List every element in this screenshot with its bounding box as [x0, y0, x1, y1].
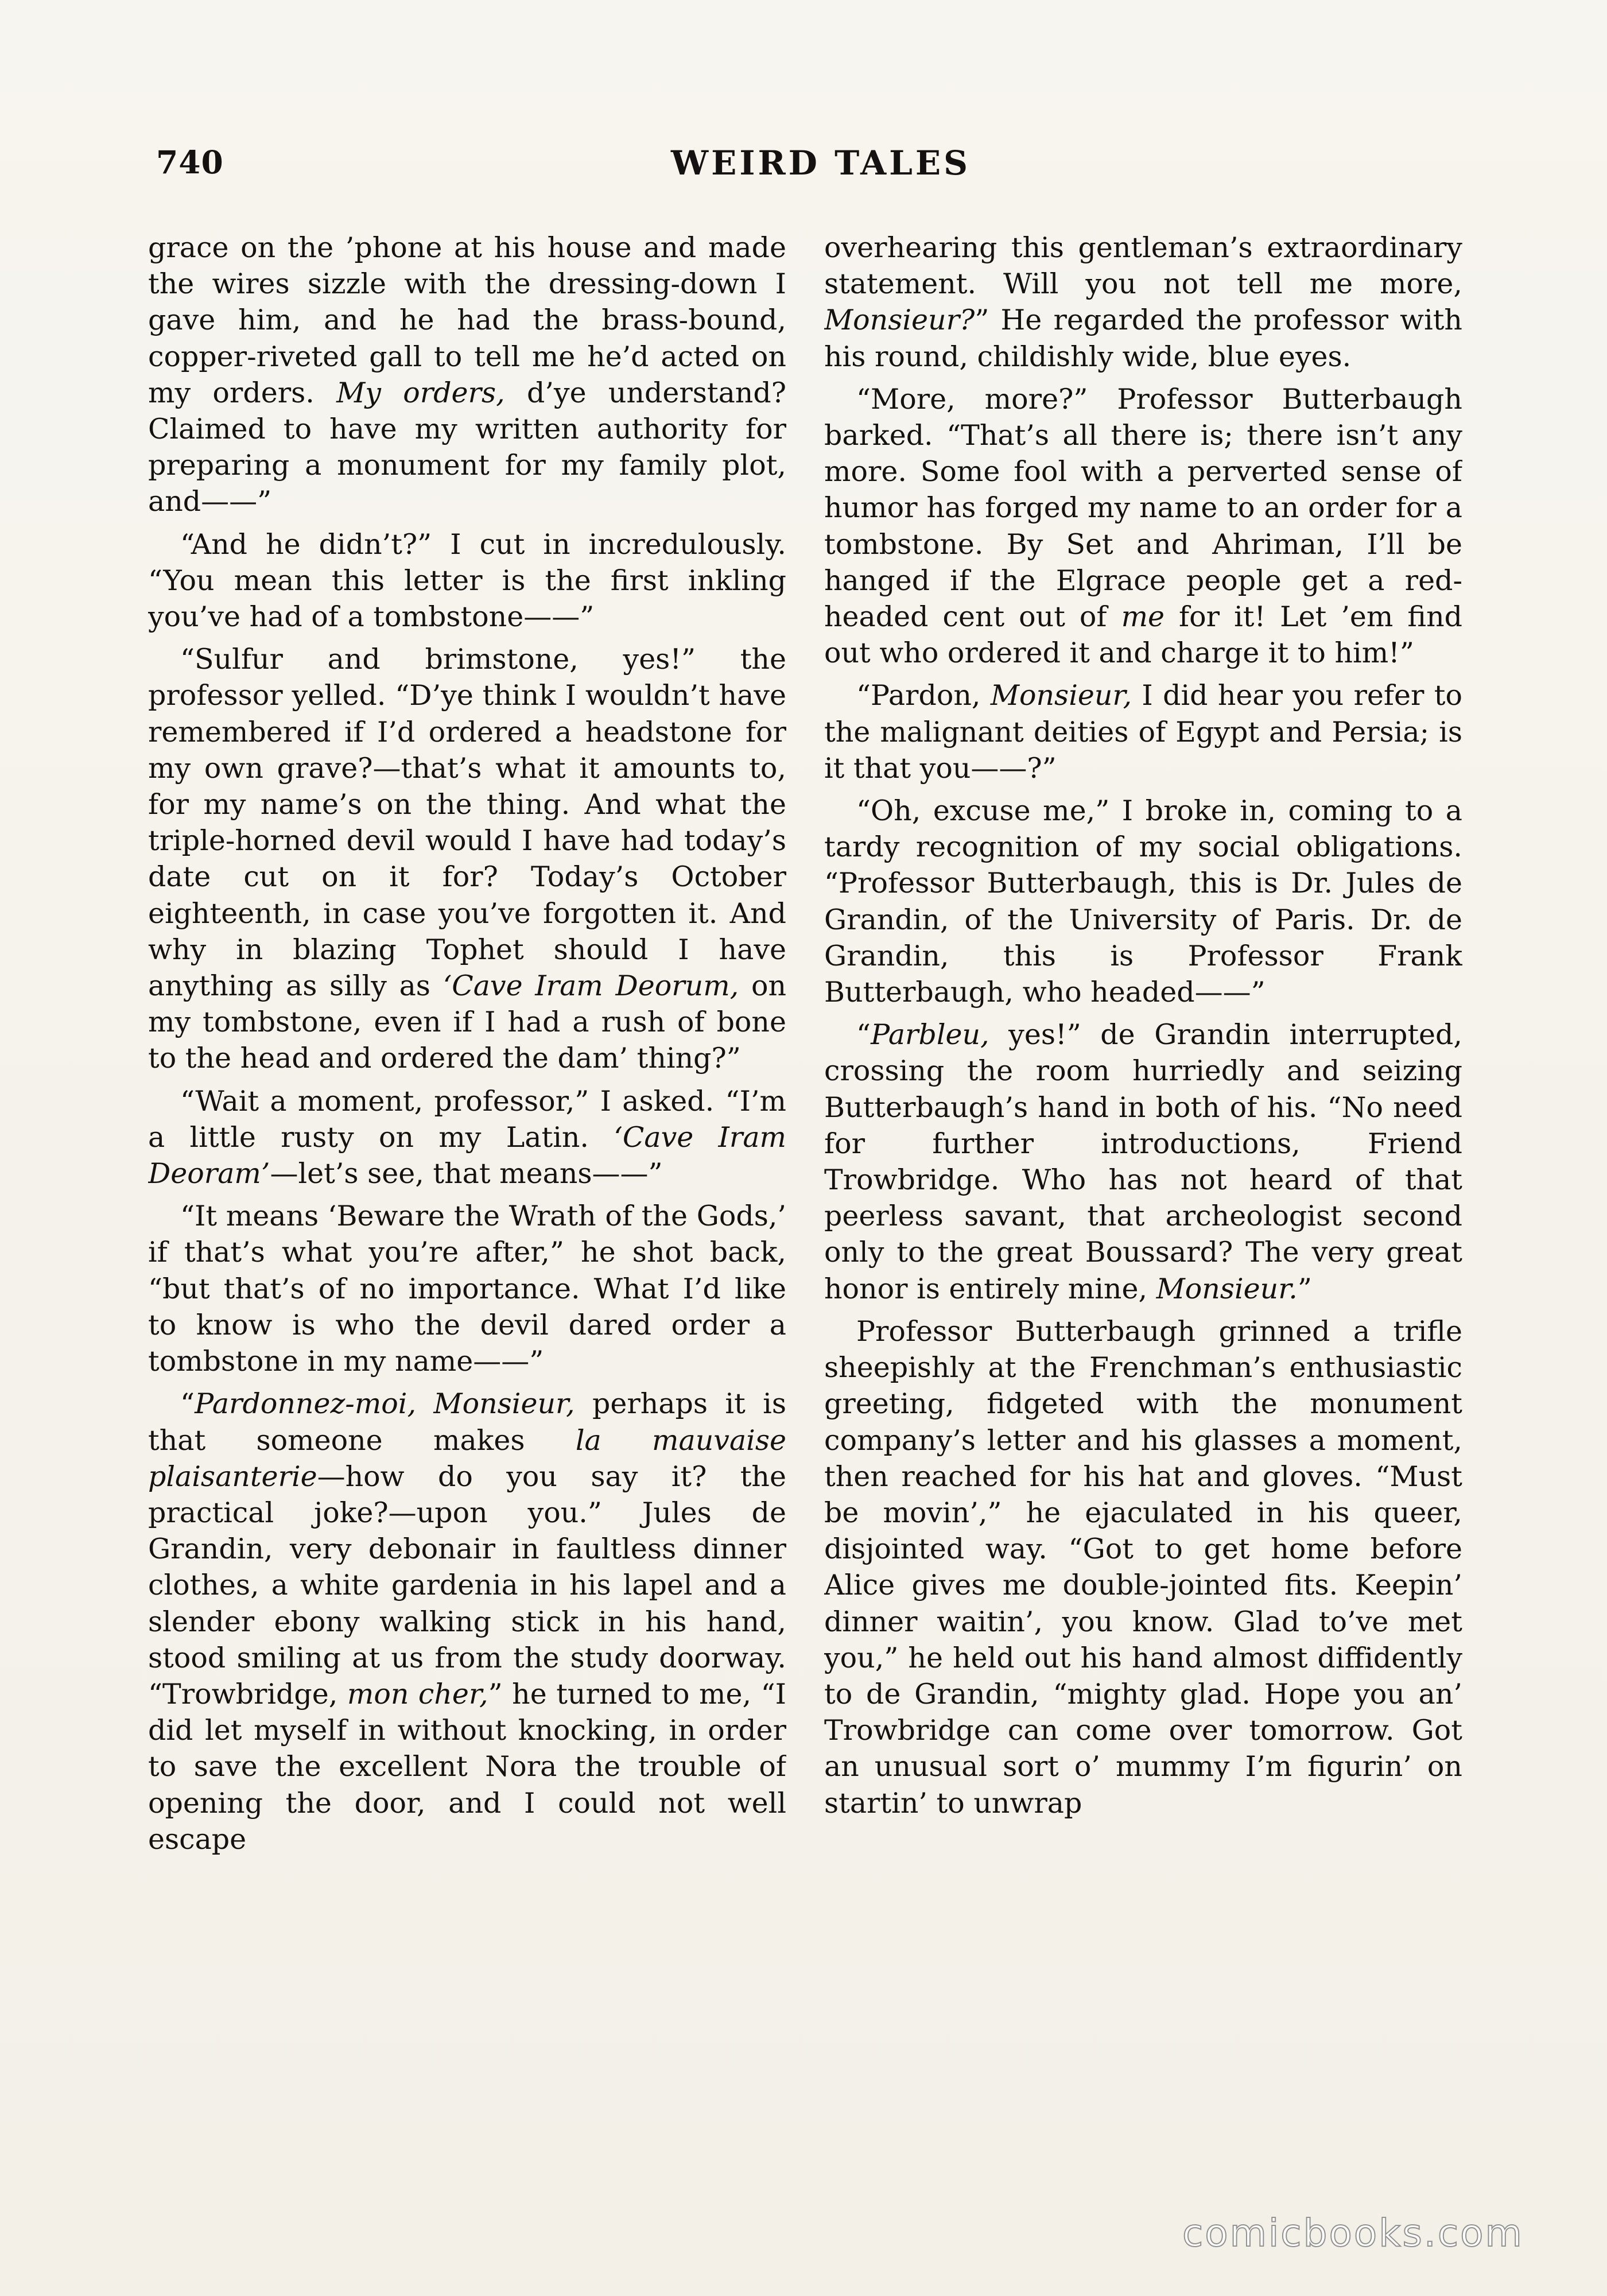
paragraph: “Oh, excuse me,” I broke in, coming to a tardy recognition of my social obligations. “Professor Butterbaugh, this is Dr. Jules de Grandin, of the University of Paris. Dr. de Grandin, this is Professor Frank Butterbaugh, who headed——”: [824, 794, 1462, 1009]
paragraph: Professor Butterbaugh grinned a trifle sheepishly at the Frenchman’s enthusiastic greeting, fidgeted with the monument company’s letter and his glasses a moment, then reached for his hat and gloves. “Must be movin’,” he ejaculated in his queer, disjointed way. “Got to get home before Alice gives me double-jointed fits. Keepin’ dinner waitin’, you know. Glad to’ve met you,” he held out his hand almost diffidently to de Grandin, “mighty glad. Hope you an’ Trowbridge can come over tomorrow. Got an unusual sort o’ mummy I’m figurin’ on startin’ to unwrap: [824, 1314, 1462, 1820]
watermark-text: comicbooks.com: [1182, 2211, 1524, 2255]
paragraph: “Parbleu, yes!” de Grandin interrupted, crossing the room hurriedly and seizing Butterbaugh’s hand in both of his. “No need for further introductions, Friend Trowbridge. Who has not heard of that peerless savant, that archeologist second only to the great Boussard? The very great honor is entirely mine, Monsieur.”: [824, 1018, 1462, 1305]
page-number: 740: [156, 144, 224, 181]
paragraph: “And he didn’t?” I cut in incredulously. “You mean this letter is the first inkling you’ve had of a tombstone——”: [148, 528, 786, 634]
paragraph: “Pardonnez-moi, Monsieur, perhaps it is that someone makes la mauvaise plaisanterie—how do you say it? the practical joke?—upon you.” Jules de Grandin, very debonair in faultless dinner clothes, a white gardenia in his lapel and a slender ebony walking stick in his hand, stood smiling at us from the study doorway. “Trowbridge, mon cher,” he turned to me, “I did let myself in without knocking, in order to save the excellent Nora the trouble of opening the door, and I could not well escape: [148, 1387, 786, 1856]
paragraph: “Wait a moment, professor,” I asked. “I’m a little rusty on my Latin. ‘Cave Iram Deoram’—let’s see, that means——”: [148, 1084, 786, 1190]
paragraph: grace on the ’phone at his house and made the wires sizzle with the dressing-down I gave him, and he had the brass-bound, copper-riveted gall to tell me he’d acted on my orders. My orders, d’ye understand? Claimed to have my written authority for preparing a monument for my family plot, and——”: [148, 231, 786, 518]
text-columns: [148, 230, 1462, 2147]
paragraph: overhearing this gentleman’s extraordinary statement. Will you not tell me more, Monsieur?” He regarded the professor with his round, childishly wide, blue eyes.: [824, 231, 1462, 373]
right-column: [824, 230, 1462, 2147]
paragraph: “It means ‘Beware the Wrath of the Gods,’ if that’s what you’re after,” he shot back, “but that’s of no importance. What I’d like to know is who the devil dared order a tombstone in my name——”: [148, 1200, 786, 1378]
left-column: [148, 230, 786, 2147]
running-head-title: WEIRD TALES: [670, 144, 971, 183]
paragraph: “Pardon, Monsieur, I did hear you refer to the malignant deities of Egypt and Persia; is it that you——?”: [824, 679, 1462, 785]
paragraph: “Sulfur and brimstone, yes!” the professor yelled. “D’ye think I wouldn’t have remembered if I’d ordered a headstone for my own grave?—that’s what it amounts to, for my name’s on the thing. And what the triple-horned devil would I have had today’s date cut on it for? Today’s October eighteenth, in case you’ve forgotten it. And why in blazing Tophet should I have anything as silly as ‘Cave Iram Deorum, on my tombstone, even if I had a rush of bone to the head and ordered the dam’ thing?”: [148, 643, 786, 1075]
paragraph: “More, more?” Professor Butterbaugh barked. “That’s all there is; there isn’t any more. Some fool with a perverted sense of humor has forged my name to an order for a tombstone. By Set and Ahriman, I’ll be hanged if the Elgrace people get a red-headed cent out of me for it! Let ’em find out who ordered it and charge it to him!”: [824, 382, 1462, 670]
